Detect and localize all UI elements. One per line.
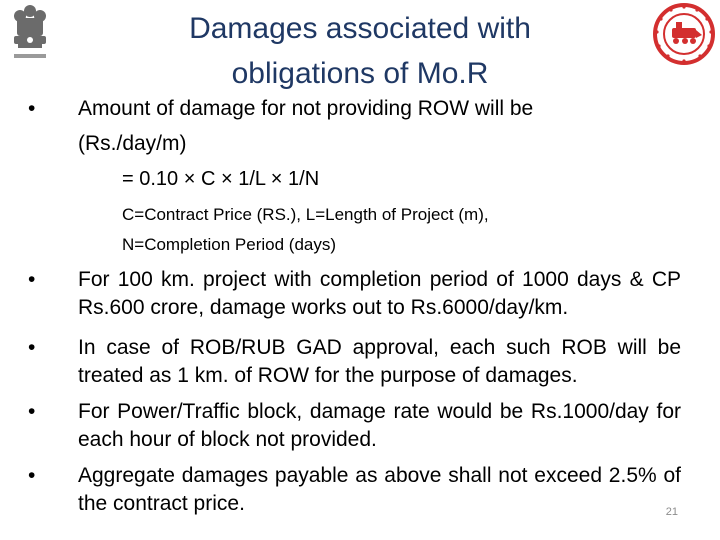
bullet-1-line-2: (Rs./day/m)	[78, 132, 187, 155]
national-emblem-icon	[8, 2, 52, 68]
page-title	[130, 6, 590, 96]
bullet-4-text: For Power/Traffic block, damage rate would be Rs.1000/day for each hour of block not provided.	[78, 400, 681, 451]
definitions-line-2: N=Completion Period (days)	[122, 235, 337, 254]
damage-formula: = 0.10 × C × 1/L × 1/N	[122, 168, 320, 190]
bullet-3-text: In case of ROB/RUB GAD approval, each such ROB will be treated as 1 km. of ROW for the purpose of damages.	[78, 336, 681, 387]
bullet-marker: •	[28, 464, 36, 487]
bullet-5-text: Aggregate damages payable as above shall not exceed 2.5% of the contract price.	[78, 464, 681, 515]
bullet-marker: •	[28, 268, 36, 291]
bullet-1-line-1: Amount of damage for not providing ROW will be	[78, 97, 534, 120]
slide-number: 21	[665, 506, 678, 518]
bullet-marker: •	[28, 400, 36, 423]
bullet-marker: •	[28, 97, 36, 120]
bullet-2-text: For 100 km. project with completion period of 1000 days & CP Rs.600 crore, damage works out to Rs.6000/day/km.	[78, 268, 681, 319]
title-line-1: Damages associated with	[189, 12, 531, 45]
definitions-line-1: C=Contract Price (RS.), L=Length of Project (m),	[122, 205, 489, 224]
title-line-2: obligations of Mo.R	[231, 57, 489, 90]
indian-railways-logo-icon	[652, 2, 716, 66]
bullet-marker: •	[28, 336, 36, 359]
